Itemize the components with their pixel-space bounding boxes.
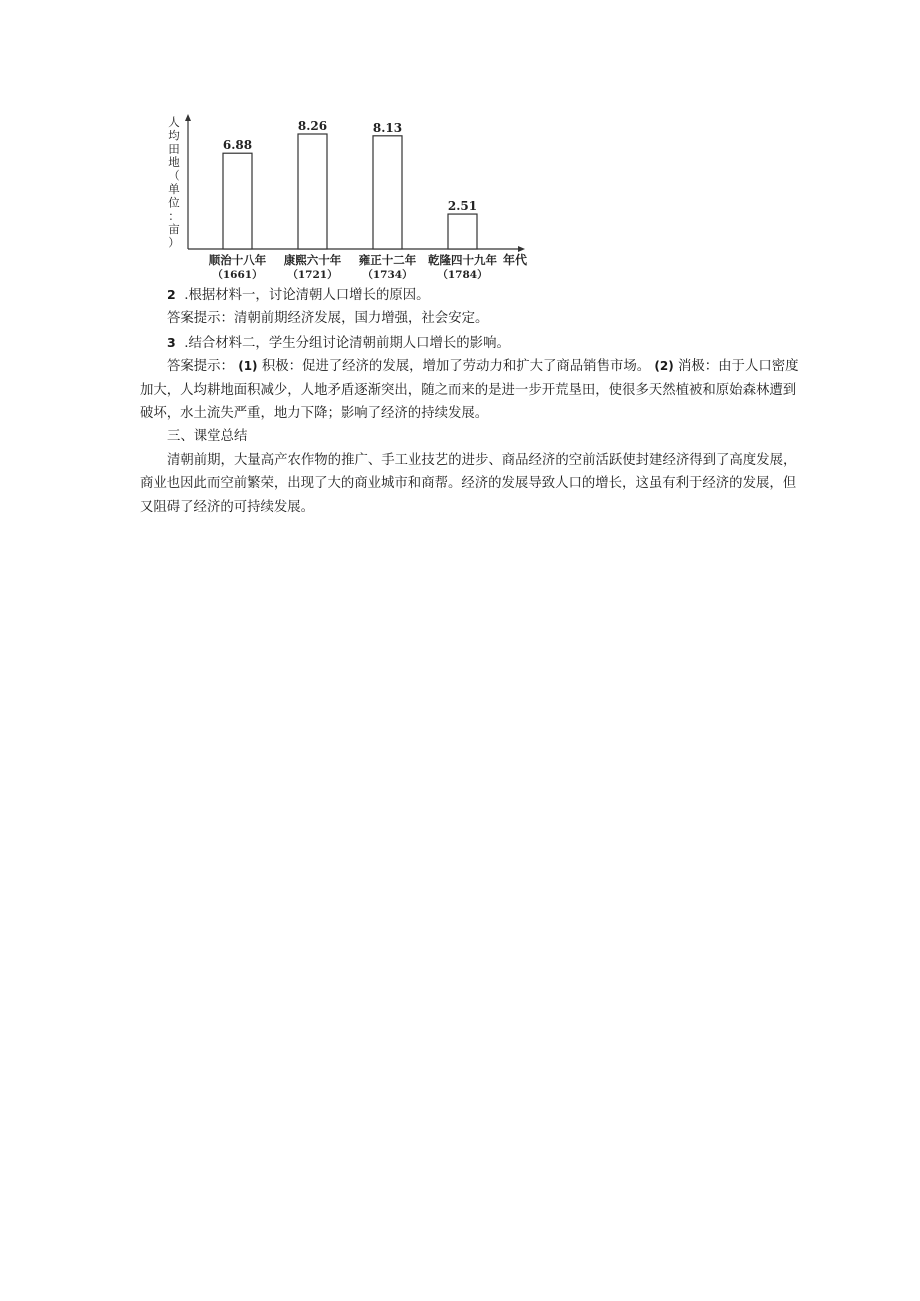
category-year-label: （1784）: [437, 269, 488, 281]
question-3-number: 3: [167, 334, 176, 350]
summary-paragraph: 清朝前期，大量高产农作物的推广、手工业技艺的进步、商品经济的空前活跃使封建经济得到了高度发展，商业也因此而空前繁荣，出现了大的商业城市和商帮。经济的发展导致人口的增长，这虽有利于经济的发展，但又阻碍了经济的可持续发展。: [140, 452, 797, 515]
answer-3: [140, 355, 802, 425]
question-3-text: .结合材料二，学生分组讨论清朝前期人口增长的影响。: [184, 335, 510, 351]
per-capita-farmland-bar-chart: [160, 106, 540, 282]
y-axis-label-char: 亩: [168, 222, 180, 237]
y-axis-label-char: 均: [168, 128, 180, 143]
question-2-text: .根据材料一，讨论清朝人口增长的原因。: [184, 288, 430, 303]
answer-3-tag-2: (2): [654, 359, 674, 374]
category-label: 康熙六十年: [283, 253, 342, 267]
y-axis-label-char: 地: [168, 155, 180, 170]
question-2-number: 2: [167, 287, 176, 302]
category-year-label: （1661）: [212, 269, 263, 281]
bar-value-label: 2.51: [447, 199, 478, 214]
answer-3-tag-1: (1): [238, 359, 258, 374]
category-label: 雍正十二年: [358, 253, 417, 267]
x-axis-arrow: [518, 246, 525, 252]
answer-3-prefix: 答案提示：: [167, 359, 234, 375]
y-axis-label-char: ：: [168, 208, 180, 223]
bar-value-label: 6.88: [222, 138, 253, 153]
y-axis-label-char: 单: [168, 182, 180, 196]
answer-3-positive: 积极：促进了经济的发展，增加了劳动力和扩大了商品销售市场。: [261, 359, 651, 375]
category-label: 顺治十八年: [208, 253, 267, 267]
y-axis-label-char: 人: [168, 115, 180, 129]
bar: [448, 214, 477, 249]
answer-2: 答案提示：清朝前期经济发展，国力增强，社会安定。: [167, 311, 489, 327]
bar-value-label: 8.26: [297, 119, 328, 133]
question-2: [140, 283, 802, 307]
y-axis-label-char: ）: [168, 235, 180, 250]
section-title: 三、课堂总结: [167, 429, 248, 445]
bar: [298, 134, 327, 249]
y-axis-label-char: 位: [168, 195, 180, 210]
bar: [373, 136, 402, 249]
answer-3-negative: 消极：由于人口密度加大，人均耕地面积减少，人地矛盾逐渐突出，随之而来的是进一步开荒垦田，使很多天然植被和原始森林遭到破坏，水土流失严重，地力下降；影响了经济的持续发展。: [140, 359, 799, 422]
bar: [223, 153, 252, 249]
y-axis-label-char: （: [168, 168, 180, 183]
question-3: [140, 331, 802, 355]
category-label: 乾隆四十九年: [428, 253, 497, 267]
bar-value-label: 8.13: [372, 120, 403, 135]
x-axis-label: 年代: [502, 253, 528, 267]
document-body: [140, 283, 802, 519]
category-year-label: （1721）: [287, 269, 338, 281]
y-axis-label-char: 田: [168, 141, 180, 156]
y-axis-arrow: [185, 114, 191, 121]
category-year-label: （1734）: [362, 269, 413, 281]
